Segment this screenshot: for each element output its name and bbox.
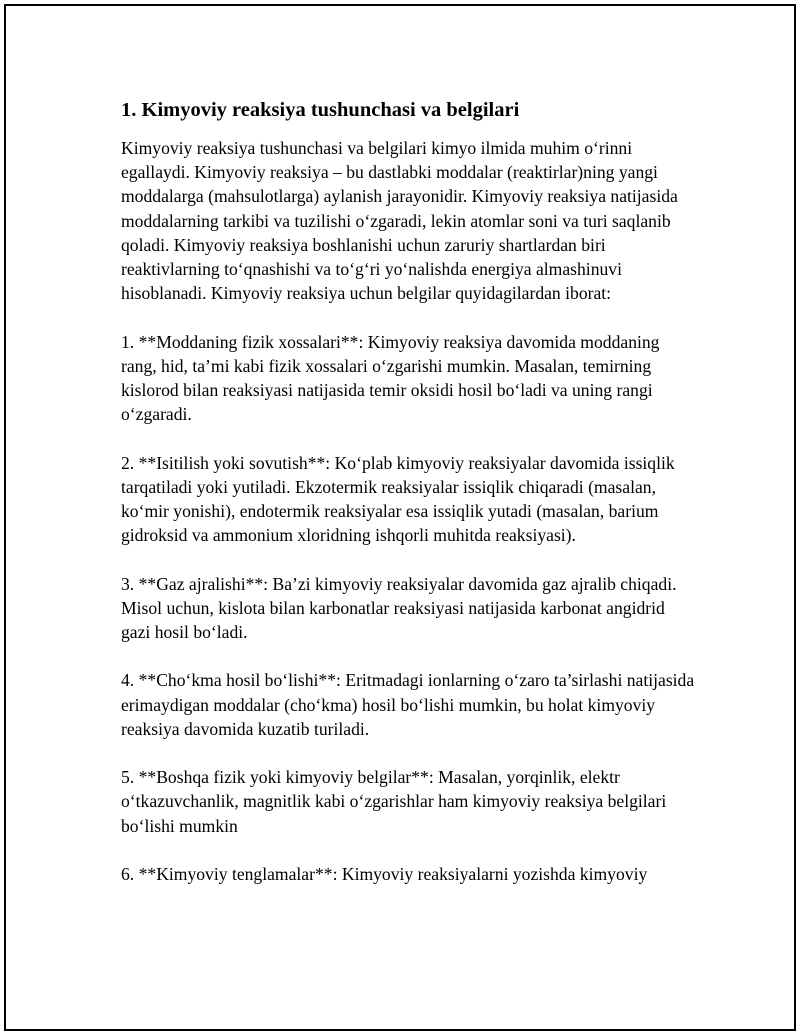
list-item-heating-cooling: 2. **Isitilish yoki sovutish**: Ko‘plab kimyoviy reaksiyalar davomida issiqlik tarqatiladi yoki yutiladi. Ekzotermik reaksiyalar issiqlik chiqaradi (masalan, ko‘mir yonishi), endotermik reaksiyalar esa issiqlik yutadi (masalan, barium gidroksid va ammonium xloridning ishqorli muhitda reaksiyasi). [121,452,675,546]
list-item-precipitate: 4. **Cho‘kma hosil bo‘lishi**: Eritmadagi ionlarning o‘zaro ta’sirlashi natijasida erimaydigan moddalar (cho‘kma) hosil bo‘lishi mumkin, bu holat kimyoviy reaksiya davomida kuzatib turiladi. [121,670,695,739]
page-frame [4,4,796,1031]
section-heading: 1. Kimyoviy reaksiya tushunchasi va belgilari [121,99,520,121]
list-item-chemical-equations: 6. **Kimyoviy tenglamalar**: Kimyoviy reaksiyalarni yozishda kimyoviy [121,864,648,884]
list-item-other-signs: 5. **Boshqa fizik yoki kimyoviy belgilar**: Masalan, yorqinlik, elektr o‘tkazuvchanlik, magnitlik kabi o‘zgarishlar ham kimyoviy reaksiya belgilari bo‘lishi mumkin [121,767,667,836]
list-item-gas-evolution: 3. **Gaz ajralishi**: Ba’zi kimyoviy reaksiyalar davomida gaz ajralib chiqadi. Misol uchun, kislota bilan karbonatlar reaksiyasi natijasida karbonat angidrid gazi hosil bo‘ladi. [121,573,677,643]
list-item-physical-properties: 1. **Moddaning fizik xossalari**: Kimyoviy reaksiya davomida moddaning rang, hid, ta’mi kabi fizik xossalari o‘zgarishi mumkin. Masalan, temirning kislorod bilan reaksiyasi natijasida temir oksidi hosil bo‘ladi va uning rangi o‘zgaradi. [121,331,660,425]
intro-paragraph: Kimyoviy reaksiya tushunchasi va belgilari kimyo ilmida muhim o‘rinni egallaydi. Kimyoviy reaksiya – bu dastlabki moddalar (reaktirlar)ning yangi moddalarga (mahsulotlarga) aylanish jarayonidir. Kimyoviy reaksiya natijasida moddalarning tarkibi va tuzilishi o‘zgaradi, lekin atomlar soni va turi saqlanib qoladi. Kimyoviy reaksiya boshlanishi uchun zaruriy shartlardan biri reaktivlarning to‘qnashishi va to‘g‘ri yo‘nalishda energiya almashinuvi hisoblanadi. Kimyoviy reaksiya uchun belgilar quyidagilardan iborat: [121,138,678,304]
document-body [121,96,696,910]
